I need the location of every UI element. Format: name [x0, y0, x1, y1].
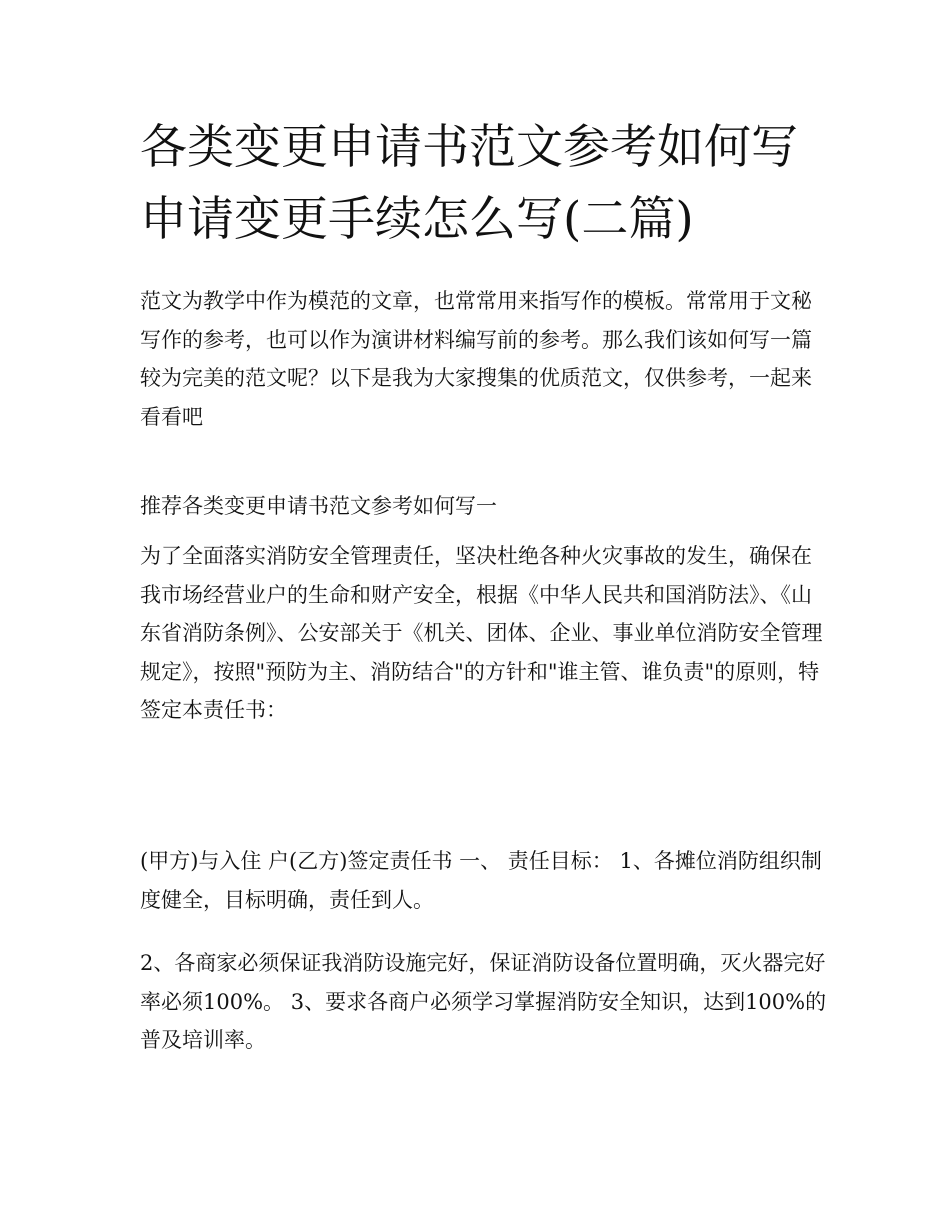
- intro-paragraph: 范文为教学中作为模范的文章，也常常用来指写作的模板。常常用于文秘写作的参考，也可以作为演讲材料编写前的参考。那么我们该如何写一篇较为完美的范文呢？以下是我为大家搜集的优质范文，仅供参考，一起来看看吧: [140, 289, 812, 429]
- agreement-paragraph: (甲方)与入住 户(乙方)签定责任书 一、 责任目标： 1、各摊位消防组织制度健全，目标明确，责任到人。: [140, 849, 822, 912]
- document-title: 各类变更申请书范文参考如何写 申请变更手续怎么写(二篇): [140, 120, 798, 247]
- responsibility-paragraph: 为了全面落实消防安全管理责任，坚决杜绝各种火灾事故的发生，确保在我市场经营业户的生命和财产安全，根据《中华人民共和国消防法》、《山东省消防条例》、公安部关于《机关、团体、企业、事业单位消防安全管理规定》，按照"预防为主、消防结合"的方针和"谁主管、谁负责"的原则，特签定本责任书：: [140, 544, 823, 722]
- section-heading: 推荐各类变更申请书范文参考如何写一: [140, 494, 497, 518]
- requirements-paragraph: 2、各商家必须保证我消防设施完好，保证消防设备位置明确，灭火器完好率必须100%。 3、要求各商户必须学习掌握消防安全知识，达到100%的普及培训率。: [140, 951, 827, 1052]
